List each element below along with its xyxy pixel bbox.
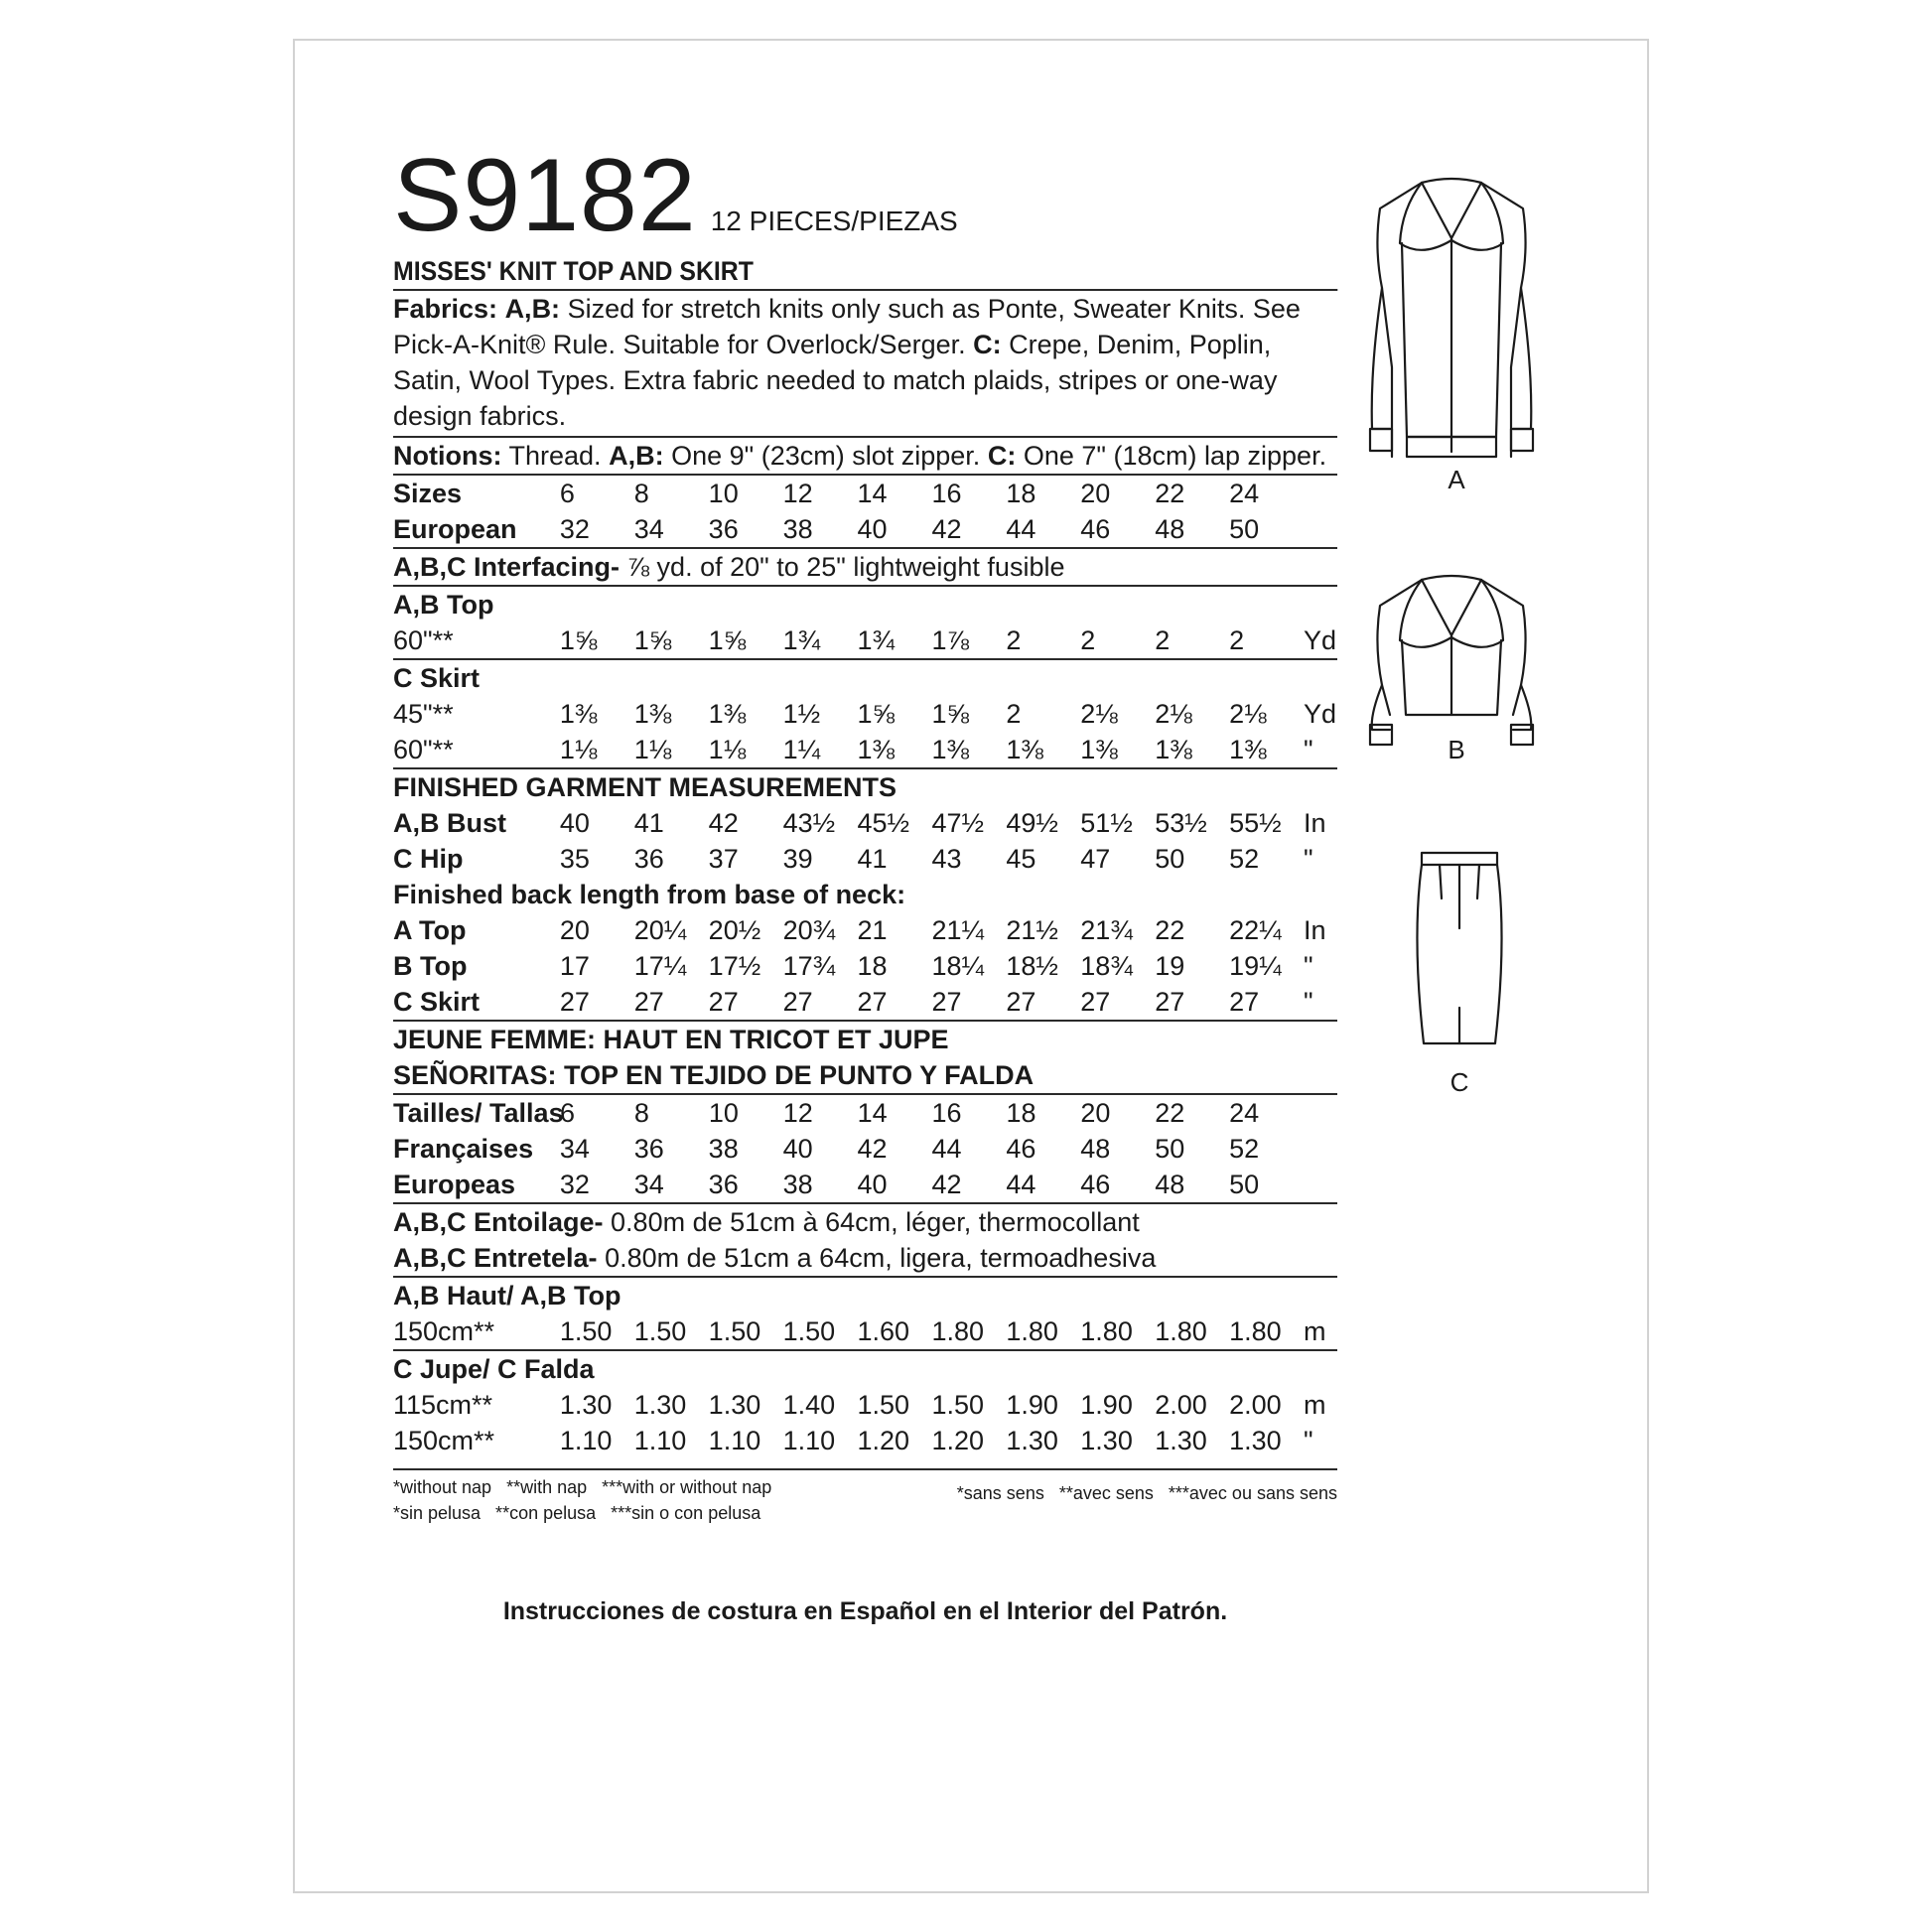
table-cell: 2 xyxy=(1080,625,1096,655)
row-label: Sizes xyxy=(393,479,463,508)
table-cell: 40 xyxy=(857,1170,888,1199)
table-cell: 2 xyxy=(1006,625,1022,655)
table-cell: 20 xyxy=(559,915,590,945)
notions-thread: Thread. xyxy=(508,441,602,471)
table-cell: 51½ xyxy=(1080,808,1133,838)
table-cell: 41 xyxy=(857,844,888,874)
table-cell: 1.60 xyxy=(857,1316,910,1346)
table-row xyxy=(393,732,1337,767)
table-cell: 1.50 xyxy=(931,1390,984,1420)
table-cell: 34 xyxy=(633,1170,664,1199)
pattern-number: S9182 xyxy=(393,138,697,253)
table-cell: 27 xyxy=(633,987,664,1017)
interfacing-es xyxy=(393,1240,1337,1276)
table-cell: 18½ xyxy=(1006,951,1058,981)
table-cell: 48 xyxy=(1080,1134,1111,1164)
table-cell: 1.80 xyxy=(1229,1316,1282,1346)
row-label: 60"** xyxy=(393,625,454,655)
table-cell: 40 xyxy=(559,808,590,838)
row-label: 150cm** xyxy=(393,1316,495,1346)
table-cell: 42 xyxy=(931,1170,962,1199)
notions-label: Notions: xyxy=(393,441,502,471)
c-jupe-section xyxy=(393,1351,1337,1470)
table-row xyxy=(393,1423,1337,1458)
c-jupe-table xyxy=(393,1387,1337,1458)
table-cell: 1.30 xyxy=(1229,1426,1282,1455)
table-cell: 46 xyxy=(1080,1170,1111,1199)
table-cell: 38 xyxy=(782,1170,813,1199)
ab-haut-table xyxy=(393,1313,1337,1349)
table-cell: 1.90 xyxy=(1080,1390,1133,1420)
table-cell: 53½ xyxy=(1155,808,1207,838)
view-b-label: B xyxy=(1448,735,1465,764)
unit-label: " xyxy=(1304,987,1313,1017)
notions-section xyxy=(393,438,1337,476)
table-cell: 43 xyxy=(931,844,962,874)
unit-label: " xyxy=(1304,951,1313,981)
back-length-heading: Finished back length from base of neck: xyxy=(393,880,906,909)
table-cell: 1⅛ xyxy=(633,735,672,764)
table-cell: 52 xyxy=(1229,1134,1260,1164)
table-cell: 1⅝ xyxy=(708,625,747,655)
row-label: C Skirt xyxy=(393,987,481,1017)
table-cell: 1.40 xyxy=(782,1390,836,1420)
table-cell: 17¾ xyxy=(782,951,836,981)
notions-c-label: C: xyxy=(987,441,1017,471)
table-cell: 18 xyxy=(1006,479,1036,508)
sizes-intl-section xyxy=(393,1095,1337,1204)
table-cell: 1⅝ xyxy=(857,699,896,729)
table-cell: 18 xyxy=(857,951,888,981)
table-cell: 42 xyxy=(857,1134,888,1164)
table-cell: 14 xyxy=(857,479,888,508)
table-cell: 2 xyxy=(1006,699,1022,729)
ab-top-table xyxy=(393,622,1337,658)
table-cell: 1¼ xyxy=(782,735,821,764)
view-a-illustration xyxy=(1362,169,1541,472)
fabrics-ab-text: Sized for stretch knits only such as Ponte, Sweater Knits. See Pick-A-Knit® Rule. Suitable for Overlock/Serger. xyxy=(393,294,1301,359)
table-cell: 1.50 xyxy=(633,1316,687,1346)
table-cell: 1⅜ xyxy=(931,735,969,764)
table-cell: 44 xyxy=(931,1134,962,1164)
interfacing-en-section xyxy=(393,549,1337,587)
sizes-en-section xyxy=(393,476,1337,549)
footnotes-left xyxy=(393,1474,771,1526)
fabrics-label: Fabrics: xyxy=(393,294,498,324)
row-label: 60"** xyxy=(393,735,454,764)
table-cell: 27 xyxy=(857,987,888,1017)
unit-label: m xyxy=(1304,1390,1326,1420)
table-cell: 1.80 xyxy=(1006,1316,1058,1346)
table-cell: 34 xyxy=(633,514,664,544)
table-cell: 50 xyxy=(1229,514,1260,544)
table-cell: 1.20 xyxy=(857,1426,910,1455)
table-cell: 38 xyxy=(708,1134,739,1164)
table-row xyxy=(393,511,1337,547)
unit-label xyxy=(1304,476,1337,511)
unit-label xyxy=(1304,1167,1337,1202)
table-cell: 1.10 xyxy=(633,1426,687,1455)
table-cell: 35 xyxy=(559,844,590,874)
table-row xyxy=(393,1313,1337,1349)
notions-ab-label: A,B: xyxy=(609,441,664,471)
row-label: Tailles/ Tallas xyxy=(393,1098,564,1128)
table-cell: 20½ xyxy=(708,915,761,945)
table-cell: 27 xyxy=(931,987,962,1017)
table-cell: 10 xyxy=(708,479,739,508)
table-cell: 1.80 xyxy=(1155,1316,1207,1346)
view-b-illustration xyxy=(1362,566,1541,750)
sizes-intl-table xyxy=(393,1095,1337,1202)
table-cell: 20 xyxy=(1080,1098,1111,1128)
table-cell: 17 xyxy=(559,951,590,981)
table-cell: 48 xyxy=(1155,514,1185,544)
table-cell: 47 xyxy=(1080,844,1111,874)
table-cell: 27 xyxy=(1080,987,1111,1017)
c-skirt-table xyxy=(393,696,1337,767)
interfacing-fr-text: 0.80m de 51cm à 64cm, léger, thermocollant xyxy=(611,1207,1140,1237)
table-row xyxy=(393,476,1337,511)
table-cell: 46 xyxy=(1080,514,1111,544)
table-cell: 1⅝ xyxy=(633,625,672,655)
table-cell: 20 xyxy=(1080,479,1111,508)
notions-ab-text: One 9" (23cm) slot zipper. xyxy=(671,441,981,471)
fabrics-ab-label: A,B: xyxy=(504,294,561,324)
table-row xyxy=(393,805,1337,841)
table-cell: 1⅜ xyxy=(1080,735,1118,764)
table-cell: 17¼ xyxy=(633,951,687,981)
finished-table-1 xyxy=(393,805,1337,877)
table-cell: 1.20 xyxy=(931,1426,984,1455)
unit-label: Yd xyxy=(1304,699,1337,729)
ab-top-heading: A,B Top xyxy=(393,590,494,620)
table-cell: 21 xyxy=(857,915,888,945)
table-cell: 44 xyxy=(1006,514,1036,544)
table-cell: 2⅛ xyxy=(1155,699,1192,729)
table-cell: 17½ xyxy=(708,951,761,981)
table-cell: 19¼ xyxy=(1229,951,1282,981)
table-cell: 1¾ xyxy=(782,625,821,655)
table-cell: 1.50 xyxy=(559,1316,613,1346)
table-cell: 1⅜ xyxy=(1155,735,1192,764)
table-cell: 27 xyxy=(559,987,590,1017)
footnote-en: *without nap **with nap ***with or without nap xyxy=(393,1477,772,1497)
table-cell: 10 xyxy=(708,1098,739,1128)
interfacing-en-label: A,B,C Interfacing- xyxy=(393,552,621,582)
table-cell: 32 xyxy=(559,514,590,544)
fabrics-c-label: C: xyxy=(973,330,1002,359)
fabrics-section xyxy=(393,291,1337,438)
c-skirt-section xyxy=(393,660,1337,769)
finished-table-2 xyxy=(393,912,1337,1020)
unit-label xyxy=(1304,1095,1337,1131)
table-cell: 1.30 xyxy=(559,1390,613,1420)
row-label: B Top xyxy=(393,951,468,981)
table-cell: 40 xyxy=(782,1134,813,1164)
c-skirt-heading: C Skirt xyxy=(393,663,481,693)
table-cell: 1.10 xyxy=(559,1426,613,1455)
row-label: A Top xyxy=(393,915,467,945)
table-cell: 1.50 xyxy=(857,1390,910,1420)
footnotes xyxy=(393,1470,1337,1526)
table-cell: 1.10 xyxy=(782,1426,836,1455)
table-cell: 1.30 xyxy=(1006,1426,1058,1455)
table-cell: 1⅛ xyxy=(559,735,598,764)
table-cell: 1½ xyxy=(782,699,821,729)
table-cell: 45½ xyxy=(857,808,910,838)
row-label: C Hip xyxy=(393,844,464,874)
table-cell: 47½ xyxy=(931,808,984,838)
row-label: 115cm** xyxy=(393,1390,493,1420)
view-c-illustration xyxy=(1410,849,1509,1047)
table-cell: 1.30 xyxy=(1080,1426,1133,1455)
table-cell: 8 xyxy=(633,1098,649,1128)
row-label: Françaises xyxy=(393,1134,534,1164)
table-cell: 36 xyxy=(708,514,739,544)
table-cell: 21¼ xyxy=(931,915,984,945)
table-cell: 24 xyxy=(1229,1098,1260,1128)
pattern-title: MISSES' KNIT TOP AND SKIRT xyxy=(393,253,1337,291)
row-label: European xyxy=(393,514,517,544)
table-cell: 1⅜ xyxy=(1006,735,1043,764)
table-row xyxy=(393,948,1337,984)
footnote-es: *sin pelusa **con pelusa ***sin o con pelusa xyxy=(393,1503,761,1523)
header xyxy=(393,138,1337,253)
table-cell: 1.30 xyxy=(633,1390,687,1420)
table-cell: 22 xyxy=(1155,479,1185,508)
table-cell: 1.90 xyxy=(1006,1390,1058,1420)
table-cell: 12 xyxy=(782,479,813,508)
table-cell: 2 xyxy=(1229,625,1245,655)
row-label: 150cm** xyxy=(393,1426,495,1455)
unit-label: Yd xyxy=(1304,625,1337,655)
table-cell: 27 xyxy=(782,987,813,1017)
table-cell: 1.80 xyxy=(931,1316,984,1346)
table-cell: 22 xyxy=(1155,915,1185,945)
table-cell: 32 xyxy=(559,1170,590,1199)
table-cell: 1.10 xyxy=(708,1426,761,1455)
table-cell: 2 xyxy=(1155,625,1171,655)
table-cell: 37 xyxy=(708,844,739,874)
finished-measurements-section xyxy=(393,769,1337,1022)
unit-label: In xyxy=(1304,915,1326,945)
view-a-label: A xyxy=(1448,465,1465,494)
table-cell: 42 xyxy=(931,514,962,544)
table-cell: 6 xyxy=(560,1098,576,1128)
interfacing-es-label: A,B,C Entretela- xyxy=(393,1243,598,1273)
table-cell: 1⅜ xyxy=(1229,735,1267,764)
table-cell: 27 xyxy=(708,987,739,1017)
table-row xyxy=(393,1387,1337,1423)
table-cell: 46 xyxy=(1006,1134,1036,1164)
table-cell: 1⅜ xyxy=(559,699,598,729)
table-cell: 24 xyxy=(1229,479,1260,508)
table-cell: 12 xyxy=(782,1098,813,1128)
ab-haut-heading: A,B Haut/ A,B Top xyxy=(393,1281,621,1311)
interfacing-en xyxy=(393,549,1337,585)
table-cell: 50 xyxy=(1155,844,1185,874)
table-row xyxy=(393,622,1337,658)
table-cell: 45 xyxy=(1006,844,1036,874)
table-cell: 36 xyxy=(633,844,664,874)
table-cell: 50 xyxy=(1155,1134,1185,1164)
table-row xyxy=(393,696,1337,732)
notions-text xyxy=(393,438,1337,474)
unit-label xyxy=(1304,1131,1337,1167)
table-cell: 49½ xyxy=(1006,808,1058,838)
table-cell: 34 xyxy=(559,1134,590,1164)
table-cell: 1⅜ xyxy=(857,735,896,764)
table-cell: 39 xyxy=(782,844,813,874)
table-cell: 14 xyxy=(857,1098,888,1128)
table-row xyxy=(393,1095,1337,1131)
pattern-info xyxy=(393,138,1337,1526)
sizes-en-table xyxy=(393,476,1337,547)
table-cell: 20¼ xyxy=(633,915,687,945)
table-cell: 1⅝ xyxy=(931,699,969,729)
unit-label: " xyxy=(1304,735,1313,764)
table-cell: 6 xyxy=(559,479,575,508)
row-label: A,B Bust xyxy=(393,808,506,838)
interfacing-fr-label: A,B,C Entoilage- xyxy=(393,1207,604,1237)
table-cell: 21½ xyxy=(1006,915,1058,945)
piece-count: 12 PIECES/PIEZAS xyxy=(710,206,958,236)
table-cell: 1.30 xyxy=(1155,1426,1207,1455)
table-cell: 2.00 xyxy=(1155,1390,1207,1420)
unit-label: In xyxy=(1304,808,1326,838)
table-cell: 1⅜ xyxy=(633,699,672,729)
table-cell: 1⅜ xyxy=(708,699,747,729)
table-row xyxy=(393,984,1337,1020)
table-cell: 22¼ xyxy=(1229,915,1282,945)
row-label: 45"** xyxy=(393,699,454,729)
unit-label: " xyxy=(1304,1426,1313,1455)
unit-label xyxy=(1304,511,1337,547)
table-cell: 1.30 xyxy=(708,1390,761,1420)
table-cell: 1⅛ xyxy=(708,735,747,764)
table-cell: 55½ xyxy=(1229,808,1282,838)
table-cell: 41 xyxy=(633,808,664,838)
interfacing-intl-section xyxy=(393,1204,1337,1278)
title-es: SEÑORITAS: TOP EN TEJIDO DE PUNTO Y FALDA xyxy=(393,1060,1035,1090)
table-cell: 19 xyxy=(1155,951,1185,981)
table-cell: 8 xyxy=(633,479,649,508)
table-cell: 1.50 xyxy=(782,1316,836,1346)
table-cell: 18 xyxy=(1006,1098,1036,1128)
table-cell: 52 xyxy=(1229,844,1260,874)
spanish-instructions-note: Instrucciones de costura en Español en el Interior del Patrón. xyxy=(502,1597,1228,1625)
footnote-fr: *sans sens **avec sens ***avec ou sans sens xyxy=(956,1483,1337,1503)
table-cell: 40 xyxy=(857,514,888,544)
table-cell: 27 xyxy=(1155,987,1185,1017)
translated-titles xyxy=(393,1022,1337,1095)
table-cell: 27 xyxy=(1229,987,1260,1017)
ab-haut-section xyxy=(393,1278,1337,1351)
fabrics-text xyxy=(393,291,1337,434)
ab-top-section xyxy=(393,587,1337,660)
table-cell: 1.80 xyxy=(1080,1316,1133,1346)
table-cell: 20¾ xyxy=(782,915,836,945)
table-cell: 16 xyxy=(931,1098,962,1128)
fabrics-c-text: Crepe, Denim, Poplin, Satin, Wool Types. Extra fabric needed to match plaids, stripes or one-way design fabrics. xyxy=(393,330,1278,431)
table-row xyxy=(393,1131,1337,1167)
row-label: Europeas xyxy=(393,1170,516,1199)
interfacing-es-text: 0.80m de 51cm a 64cm, ligera, termoadhesiva xyxy=(605,1243,1157,1273)
table-cell: 2⅛ xyxy=(1229,699,1267,729)
table-cell: 38 xyxy=(782,514,813,544)
title-fr: JEUNE FEMME: HAUT EN TRICOT ET JUPE xyxy=(393,1025,949,1054)
notions-c-text: One 7" (18cm) lap zipper. xyxy=(1023,441,1327,471)
interfacing-fr xyxy=(393,1204,1337,1240)
table-cell: 48 xyxy=(1155,1170,1185,1199)
unit-label: m xyxy=(1304,1316,1326,1346)
table-cell: 16 xyxy=(931,479,962,508)
table-cell: 18¼ xyxy=(931,951,984,981)
finished-heading: FINISHED GARMENT MEASUREMENTS xyxy=(393,772,897,802)
table-cell: 18¾ xyxy=(1080,951,1133,981)
unit-label: " xyxy=(1304,844,1313,874)
table-cell: 1.50 xyxy=(708,1316,761,1346)
table-cell: 50 xyxy=(1229,1170,1260,1199)
table-cell: 2.00 xyxy=(1229,1390,1282,1420)
table-row xyxy=(393,912,1337,948)
view-c-label: C xyxy=(1449,1067,1469,1097)
table-row xyxy=(393,841,1337,877)
c-jupe-heading: C Jupe/ C Falda xyxy=(393,1354,595,1384)
table-cell: 36 xyxy=(708,1170,739,1199)
table-cell: 27 xyxy=(1006,987,1036,1017)
table-cell: 1⅞ xyxy=(931,625,969,655)
table-cell: 44 xyxy=(1006,1170,1036,1199)
table-cell: 36 xyxy=(633,1134,664,1164)
table-cell: 21¾ xyxy=(1080,915,1133,945)
table-cell: 1⅝ xyxy=(559,625,598,655)
table-cell: 42 xyxy=(708,808,739,838)
table-cell: 22 xyxy=(1155,1098,1185,1128)
table-row xyxy=(393,1167,1337,1202)
table-cell: 1¾ xyxy=(857,625,896,655)
interfacing-en-text: ⅞ yd. of 20" to 25" lightweight fusible xyxy=(626,552,1065,582)
table-cell: 2⅛ xyxy=(1080,699,1118,729)
table-cell: 43½ xyxy=(782,808,836,838)
